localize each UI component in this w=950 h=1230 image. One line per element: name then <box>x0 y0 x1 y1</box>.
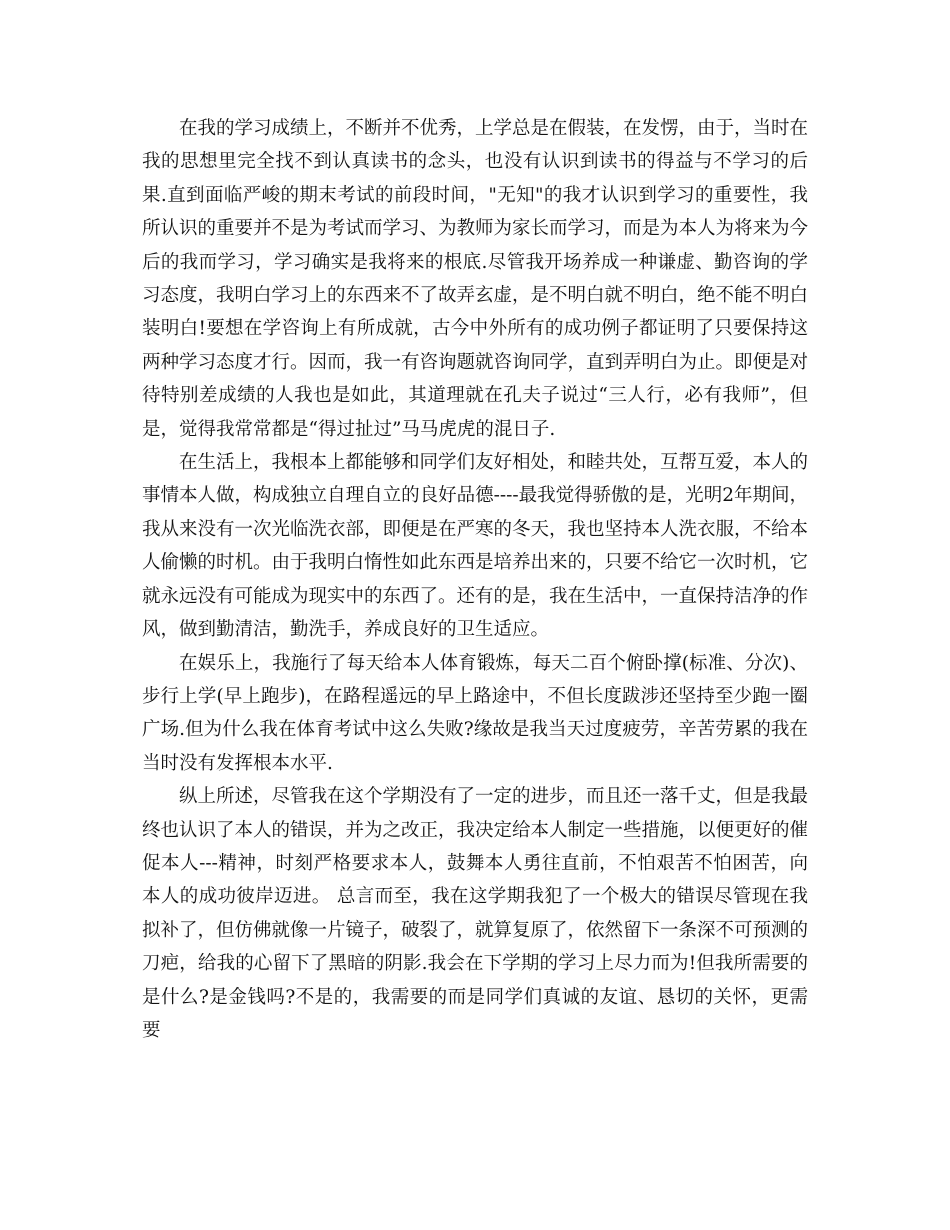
paragraph-summary: 纵上所述，尽管我在这个学期没有了一定的进步，而且还一落千丈，但是我最终也认识了本人的错误，并为之改正，我决定给本人制定一些措施，以便更好的催促本人---精神，时刻严格要求本人，鼓舞本人勇往直前，不怕艰苦不怕困苦，向本人的成功彼岸迈进。 总言而至，我在这学期我犯了一个极大的错误尽管现在我拟补了，但仿佛就像一片镜子，破裂了，就算复原了，依然留下一条深不可预测的刀疤，给我的心留下了黑暗的阴影.我会在下学期的学习上尽力而为!但我所需要的是什么?是金钱吗?不是的，我需要的而是同学们真诚的友谊、恳切的关怀，更需要 <box>142 786 809 1041</box>
document-body <box>142 112 808 1047</box>
paragraph-study: 在我的学习成绩上，不断并不优秀，上学总是在假装，在发愣，由于，当时在我的思想里完全找不到认真读书的念头，也没有认识到读书的得益与不学习的后果.直到面临严峻的期末考试的前段时间，"无知"的我才认识到学习的重要性，我所认识的重要并不是为考试而学习、为教师为家长而学习，而是为本人为将来为今后的我而学习，学习确实是我将来的根底.尽管我开场养成一种谦虚、勤咨询的学习态度，我明白学习上的东西来不了故弄玄虚，是不明白就不明白，绝不能不明白装明白!要想在学咨询上有所成就，古今中外所有的成功例子都证明了只要保持这两种学习态度才行。因而，我一有咨询题就咨询同学，直到弄明白为止。即便是对待特别差成绩的人我也是如此，其道理就在孔夫子说过“三人行，必有我师”，但是，觉得我常常都是“得过扯过”马马虎虎的混日子. <box>142 118 809 440</box>
paragraph-recreation: 在娱乐上，我施行了每天给本人体育锻炼，每天二百个俯卧撑(标准、分次)、步行上学(早上跑步)，在路程遥远的早上路途中，不但长度跋涉还坚持至少跑一圈广场.但为什么我在体育考试中这么失败?缘故是我当天过度疲劳，辛苦劳累的我在当时没有发挥根本水平. <box>142 652 808 774</box>
paragraph-life: 在生活上，我根本上都能够和同学们友好相处，和睦共处，互帮互爱，本人的事情本人做，构成独立自理自立的良好品德----最我觉得骄傲的是，光明2年期间，我从来没有一次光临洗衣部，即便是在严寒的冬天，我也坚持本人洗衣服，不给本人偷懒的时机。由于我明白惰性如此东西是培养出来的，只要不给它一次时机，它就永远没有可能成为现实中的东西了。还有的是，我在生活中，一直保持洁净的作风，做到勤清洁，勤洗手，养成良好的卫生适应。 <box>142 452 809 641</box>
